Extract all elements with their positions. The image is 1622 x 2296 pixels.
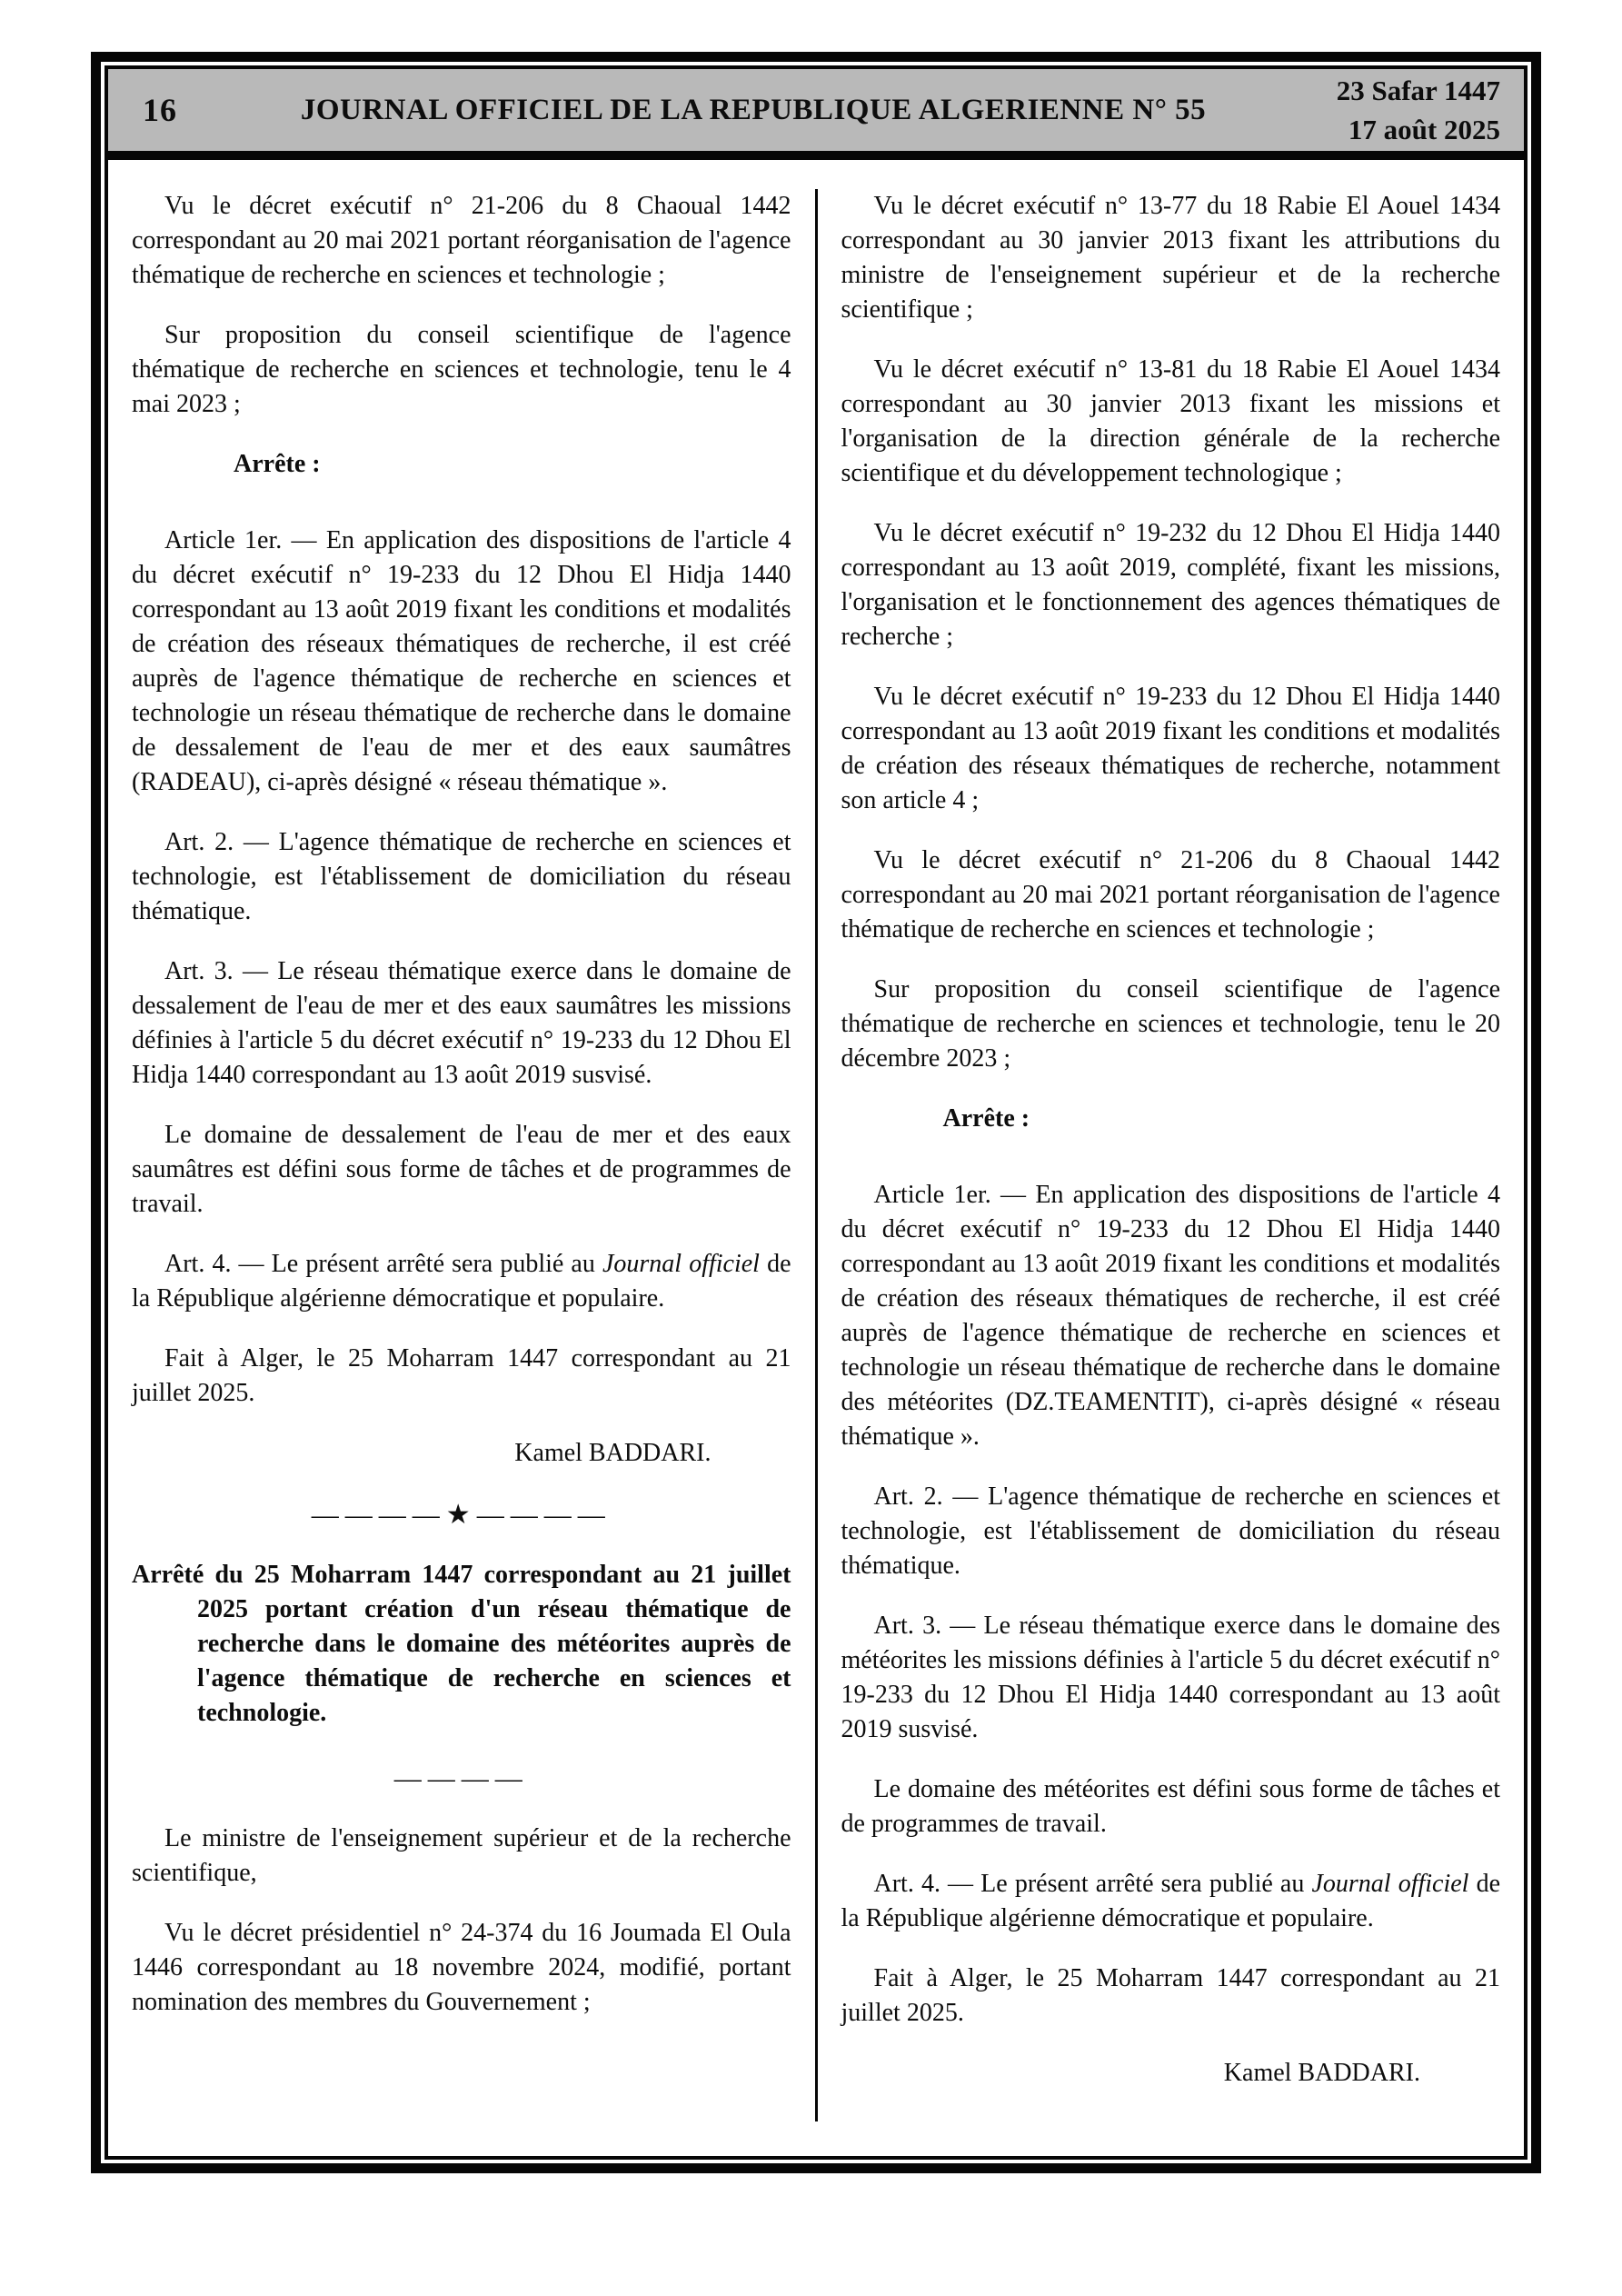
column-right — [818, 189, 1525, 2156]
text-run: Vu le décret exécutif n° 13-81 du 18 Rabie El Aouel 1434 correspondant au 30 janvier 2013 fixant les missions et l'organisation de la direction générale de la recherche scientifique et du développement technologique ; — [841, 355, 1500, 487]
journal-title: JOURNAL OFFICIEL DE LA REPUBLIQUE ALGERIENNE N° 55 — [300, 93, 1207, 126]
text-run: Article 1er. — En application des dispositions de l'article 4 du décret exécutif n° 19-233 du 12 Dhou El Hidja 1440 correspondant au 13 août 2019 fixant les conditions et modalités de création des réseaux thématiques de recherche, il est créé auprès de l'agence thématique de recherche en sciences et technologie un réseau thématique de recherche dans le domaine de dessalement de l'eau de mer et des eaux saumâtres (RADEAU), ci-après désigné « réseau thématique ». — [132, 526, 791, 796]
text-run: Fait à Alger, le 25 Moharram 1447 correspondant au 21 juillet 2025. — [841, 1964, 1500, 2027]
journal-page-inner-frame — [104, 65, 1527, 2160]
text-run: Journal officiel — [602, 1250, 760, 1278]
signature — [841, 2056, 1501, 2091]
text-run: Sur proposition du conseil scientifique de l'agence thématique de recherche en sciences et technologie, tenu le 20 décembre 2023 ; — [841, 975, 1500, 1073]
text-run: de la République algérienne démocratique et populaire. — [132, 1250, 791, 1313]
text-run: Art. 2. — L'agence thématique de recherche en sciences et technologie, est l'établissement de domiciliation du réseau thématique. — [132, 828, 791, 925]
date-hijri: 23 Safar 1447 — [1336, 75, 1500, 106]
text-run: Vu le décret exécutif n° 13-77 du 18 Rabie El Aouel 1434 correspondant au 30 janvier 2013 fixant les attributions du ministre de l'enseignement supérieur et de la recherche scientifique ; — [841, 192, 1500, 324]
journal-page-frame — [91, 52, 1541, 2173]
text-run: Art. 4. — Le présent arrêté sera publié au — [164, 1250, 602, 1278]
text-run: Vu le décret présidentiel n° 24-374 du 16 Joumada El Oula 1446 correspondant au 18 novembre 2024, modifié, portant nomination des membres du Gouvernement ; — [132, 1919, 791, 2016]
act-title — [132, 1558, 791, 1731]
paragraph — [132, 1916, 791, 2020]
paragraph — [841, 1178, 1501, 1454]
text-run: Journal officiel — [1311, 1870, 1469, 1898]
text-run: Arrêté du 25 Moharram 1447 correspondant au 21 juillet 2025 portant création d'un réseau thématique de recherche dans le domaine des météorites auprès de l'agence thématique de recherche en sciences et technologie. — [132, 1561, 791, 1727]
paragraph — [132, 318, 791, 422]
paragraph — [841, 516, 1501, 654]
text-run: Arrête : — [234, 450, 321, 478]
text-run: Sur proposition du conseil scientifique de l'agence thématique de recherche en sciences et technologie, tenu le 4 mai 2023 ; — [132, 321, 791, 418]
separator — [132, 1762, 791, 1796]
text-run: Art. 2. — L'agence thématique de recherche en sciences et technologie, est l'établissement de domiciliation du réseau thématique. — [841, 1482, 1500, 1580]
page-header-band — [108, 69, 1524, 160]
date-gregorian: 17 août 2025 — [1348, 114, 1500, 145]
text-run: Article 1er. — En application des dispositions de l'article 4 du décret exécutif n° 19-233 du 12 Dhou El Hidja 1440 correspondant au 13 août 2019 fixant les conditions et modalités de création des réseaux thématiques de recherche, il est créé auprès de l'agence thématique de recherche en sciences et technologie un réseau thématique de recherche dans le domaine des météorites (DZ.TEAMENTIT), ci-après désigné « réseau thématique ». — [841, 1181, 1500, 1451]
paragraph — [132, 825, 791, 929]
text-run: Vu le décret exécutif n° 19-233 du 12 Dhou El Hidja 1440 correspondant au 13 août 2019 fixant les conditions et modalités de création des réseaux thématiques de recherche, notamment son article 4 ; — [841, 683, 1500, 814]
text-run: Kamel BADDARI. — [514, 1439, 711, 1467]
paragraph — [841, 1480, 1501, 1583]
text-run: ————★———— — [311, 1500, 612, 1530]
text-run: Fait à Alger, le 25 Moharram 1447 correspondant au 21 juillet 2025. — [132, 1344, 791, 1407]
text-run: Art. 4. — Le présent arrêté sera publié au — [873, 1870, 1312, 1898]
text-run: Kamel BADDARI. — [1223, 2059, 1420, 2087]
paragraph — [841, 680, 1501, 818]
paragraph — [841, 1867, 1501, 1936]
text-run: Le ministre de l'enseignement supérieur et de la recherche scientifique, — [132, 1824, 791, 1887]
paragraph — [132, 189, 791, 293]
paragraph — [841, 1772, 1501, 1842]
paragraph — [132, 1822, 791, 1891]
page-content — [108, 160, 1524, 2156]
separator — [132, 1498, 791, 1532]
text-run: Vu le décret exécutif n° 21-206 du 8 Chaoual 1442 correspondant au 20 mai 2021 portant réorganisation de l'agence thématique de recherche en sciences et technologie ; — [841, 846, 1500, 943]
text-run: Arrête : — [942, 1104, 1030, 1133]
text-run: Art. 3. — Le réseau thématique exerce dans le domaine de dessalement de l'eau de mer et des eaux saumâtres les missions définies à l'article 5 du décret exécutif n° 19-233 du 12 Dhou El Hidja 1440 correspondant au 13 août 2019 susvisé. — [132, 957, 791, 1089]
text-run: Le domaine de dessalement de l'eau de mer et des eaux saumâtres est défini sous forme de tâches et de programmes de travail. — [132, 1121, 791, 1218]
text-run: Le domaine des météorites est défini sous forme de tâches et de programmes de travail. — [841, 1775, 1500, 1838]
paragraph — [841, 973, 1501, 1076]
paragraph — [841, 353, 1501, 491]
text-run: de la République algérienne démocratique et populaire. — [841, 1870, 1500, 1932]
paragraph — [841, 189, 1501, 327]
text-run: Art. 3. — Le réseau thématique exerce dans le domaine des météorites les missions définies à l'article 5 du décret exécutif n° 19-233 du 12 Dhou El Hidja 1440 correspondant au 13 août 2019 susvisé. — [841, 1612, 1500, 1743]
paragraph — [132, 954, 791, 1093]
column-left — [108, 189, 815, 2156]
paragraph — [841, 1962, 1501, 2031]
arrete-heading — [943, 1102, 1501, 1136]
paragraph — [132, 1118, 791, 1222]
paragraph — [132, 524, 791, 800]
header-dates — [1228, 71, 1524, 149]
text-run: Vu le décret exécutif n° 21-206 du 8 Chaoual 1442 correspondant au 20 mai 2021 portant réorganisation de l'agence thématique de recherche en sciences et technologie ; — [132, 192, 791, 289]
paragraph — [841, 1609, 1501, 1747]
text-run: ———— — [393, 1763, 529, 1793]
arrete-heading — [234, 447, 791, 482]
text-run: Vu le décret exécutif n° 19-232 du 12 Dhou El Hidja 1440 correspondant au 13 août 2019, complété, fixant les missions, l'organisation et le fonctionnement des agences thématiques de recherche ; — [841, 519, 1500, 651]
paragraph — [132, 1247, 791, 1316]
paragraph — [132, 1342, 791, 1411]
signature — [132, 1436, 791, 1471]
paragraph — [841, 844, 1501, 947]
page-number: 16 — [143, 92, 177, 128]
